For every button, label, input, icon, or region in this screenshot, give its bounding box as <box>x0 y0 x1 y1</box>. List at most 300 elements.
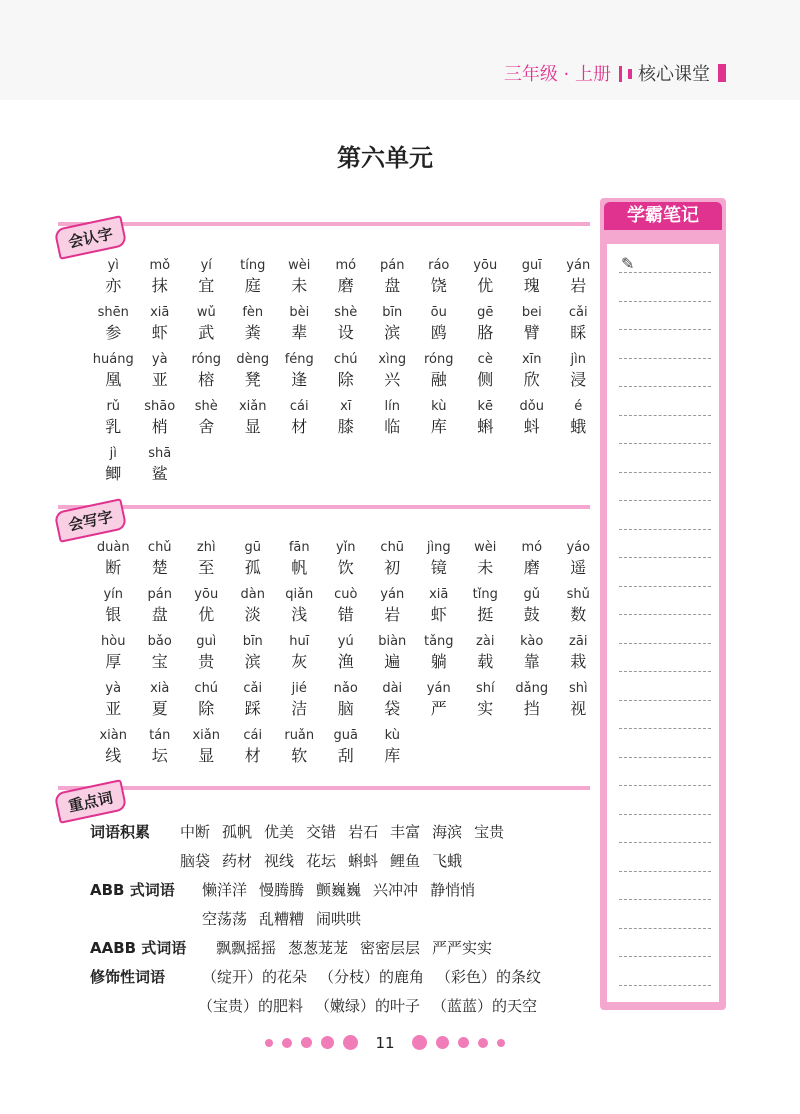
word-item: 花坛 <box>306 852 337 870</box>
hanzi: 坛 <box>151 746 168 765</box>
character-cell <box>323 303 370 350</box>
section-divider-write <box>58 505 590 509</box>
pinyin: tǐng <box>472 587 498 602</box>
word-item: （蓝蓝）的天空 <box>432 997 538 1015</box>
pinyin: mó <box>521 540 543 555</box>
pinyin: dèng <box>236 352 270 367</box>
character-cell <box>416 350 463 397</box>
page-dot <box>265 1039 273 1047</box>
pinyin: xià <box>150 681 170 696</box>
word-item: 闹哄哄 <box>316 910 362 928</box>
character-cell <box>462 538 509 585</box>
note-line <box>619 415 711 416</box>
character-cell <box>369 256 416 303</box>
pinyin: shí <box>475 681 495 696</box>
note-line <box>619 700 711 701</box>
note-line <box>619 956 711 957</box>
character-cell <box>416 679 463 726</box>
hanzi: 梢 <box>151 417 168 436</box>
character-cell <box>183 256 230 303</box>
hanzi: 数 <box>570 605 587 624</box>
pinyin: fèn <box>242 305 264 320</box>
hanzi: 至 <box>198 558 215 577</box>
character-cell <box>137 350 184 397</box>
pinyin: yán <box>380 587 405 602</box>
character-cell <box>230 726 277 773</box>
hanzi: 蝌 <box>477 417 494 436</box>
pinyin: yáo <box>566 540 591 555</box>
word-item: 颤巍巍 <box>316 881 362 899</box>
pinyin: nǎo <box>333 681 358 696</box>
word-item: 静悄悄 <box>430 881 476 899</box>
character-row <box>90 679 602 726</box>
hanzi: 实 <box>477 699 494 718</box>
pinyin: wèi <box>288 258 311 273</box>
hanzi: 宝 <box>151 652 168 671</box>
pencil-icon: ✎ <box>621 254 635 273</box>
hanzi: 未 <box>477 558 494 577</box>
hanzi: 材 <box>291 417 308 436</box>
hanzi: 武 <box>198 323 215 342</box>
hanzi: 兴 <box>384 370 401 389</box>
character-row <box>90 632 602 679</box>
character-cell <box>555 585 602 632</box>
hanzi: 胳 <box>477 323 494 342</box>
word-item: 海滨 <box>432 823 463 841</box>
hanzi: 虾 <box>430 605 447 624</box>
note-line <box>619 500 711 501</box>
hanzi: 虾 <box>151 323 168 342</box>
word-item: （宝贵）的肥料 <box>198 997 304 1015</box>
pinyin: féng <box>284 352 314 367</box>
hanzi: 盘 <box>384 276 401 295</box>
hanzi: 银 <box>105 605 122 624</box>
hanzi: 磨 <box>337 276 354 295</box>
page-dot <box>301 1037 312 1048</box>
hanzi: 遍 <box>384 652 401 671</box>
word-line <box>90 847 590 876</box>
hanzi: 乳 <box>105 417 122 436</box>
hanzi: 亦 <box>105 276 122 295</box>
character-cell <box>183 585 230 632</box>
pinyin: shā <box>148 446 172 461</box>
pinyin: chú <box>333 352 358 367</box>
note-line <box>619 814 711 815</box>
character-cell <box>230 585 277 632</box>
character-cell <box>90 632 137 679</box>
character-cell <box>230 303 277 350</box>
pinyin: biàn <box>378 634 407 649</box>
note-line <box>619 871 711 872</box>
character-cell <box>555 538 602 585</box>
hanzi: 栽 <box>570 652 587 671</box>
header-grade: 三年级 · 上册 <box>503 64 611 85</box>
section-label-keywords: 重点词 <box>54 779 128 824</box>
hanzi: 躺 <box>430 652 447 671</box>
hanzi: 榕 <box>198 370 215 389</box>
pinyin: shāo <box>144 399 176 414</box>
hanzi: 亚 <box>151 370 168 389</box>
note-line <box>619 301 711 302</box>
character-cell <box>183 538 230 585</box>
word-line <box>90 818 590 847</box>
character-cell <box>137 726 184 773</box>
hanzi: 臂 <box>523 323 540 342</box>
character-cell <box>555 350 602 397</box>
character-cell <box>183 397 230 444</box>
pinyin: gū <box>244 540 261 555</box>
page-dot <box>497 1039 505 1047</box>
pinyin: bǎo <box>147 634 172 649</box>
hanzi: 库 <box>384 746 401 765</box>
pinyin: zhì <box>196 540 216 555</box>
word-item: 严严实实 <box>432 939 493 957</box>
write-character-grid <box>90 538 602 773</box>
character-cell <box>462 303 509 350</box>
word-item: 飘飘摇摇 <box>216 939 277 957</box>
word-group-label: 修饰性词语 <box>90 968 166 986</box>
hanzi: 踩 <box>244 699 261 718</box>
hanzi: 软 <box>291 746 308 765</box>
hanzi: 临 <box>384 417 401 436</box>
character-cell <box>230 397 277 444</box>
word-line <box>90 963 590 992</box>
page-number: 11 <box>375 1033 395 1052</box>
character-cell <box>137 679 184 726</box>
hanzi: 盘 <box>151 605 168 624</box>
hanzi: 参 <box>105 323 122 342</box>
pinyin: dǒu <box>519 399 544 414</box>
character-cell <box>416 585 463 632</box>
notes-panel <box>600 198 726 1010</box>
note-line <box>619 671 711 672</box>
pinyin: guī <box>521 258 542 273</box>
pinyin: bīn <box>382 305 403 320</box>
hanzi: 融 <box>430 370 447 389</box>
character-cell <box>323 726 370 773</box>
pinyin: huáng <box>92 352 134 367</box>
pinyin: guì <box>196 634 217 649</box>
character-cell <box>276 679 323 726</box>
character-cell <box>555 632 602 679</box>
character-cell <box>276 538 323 585</box>
character-row <box>90 538 602 585</box>
character-cell <box>462 350 509 397</box>
word-item: 交错 <box>306 823 337 841</box>
character-cell <box>230 632 277 679</box>
hanzi: 亚 <box>105 699 122 718</box>
notes-paper[interactable] <box>607 244 719 1002</box>
word-item: 葱葱茏茏 <box>288 939 349 957</box>
hanzi: 滨 <box>384 323 401 342</box>
character-cell <box>137 397 184 444</box>
pinyin: yán <box>566 258 591 273</box>
word-item: 优美 <box>264 823 295 841</box>
pinyin: zài <box>476 634 495 649</box>
hanzi: 线 <box>105 746 122 765</box>
note-line <box>619 899 711 900</box>
header-separator-small <box>628 69 632 79</box>
pinyin: pán <box>147 587 172 602</box>
pinyin: bèi <box>289 305 310 320</box>
hanzi: 设 <box>337 323 354 342</box>
pinyin: yǐn <box>335 540 356 555</box>
pinyin: jié <box>291 681 307 696</box>
hanzi: 宜 <box>198 276 215 295</box>
character-cell <box>137 444 184 491</box>
character-cell <box>137 632 184 679</box>
character-cell <box>276 397 323 444</box>
pinyin: tǎng <box>423 634 454 649</box>
character-cell <box>230 679 277 726</box>
pinyin: xiā <box>429 587 449 602</box>
character-cell <box>555 679 602 726</box>
word-item: 中断 <box>180 823 211 841</box>
hanzi: 逢 <box>291 370 308 389</box>
pinyin: cuò <box>334 587 358 602</box>
character-cell <box>555 397 602 444</box>
character-cell <box>90 726 137 773</box>
character-cell <box>276 585 323 632</box>
character-cell <box>183 679 230 726</box>
pinyin: chú <box>194 681 219 696</box>
note-line <box>619 785 711 786</box>
pinyin: gǔ <box>523 587 540 602</box>
key-words-list <box>90 818 590 1021</box>
pinyin: dài <box>382 681 403 696</box>
pinyin: shè <box>334 305 358 320</box>
pinyin: hòu <box>101 634 126 649</box>
word-line <box>90 934 590 963</box>
character-cell <box>323 256 370 303</box>
hanzi: 除 <box>337 370 354 389</box>
note-line <box>619 386 711 387</box>
header-course: 核心课堂 <box>638 64 710 85</box>
hanzi: 饮 <box>337 558 354 577</box>
hanzi: 镜 <box>430 558 447 577</box>
word-item: （分枝）的鹿角 <box>319 968 425 986</box>
character-cell <box>90 350 137 397</box>
hanzi: 瑰 <box>523 276 540 295</box>
hanzi: 库 <box>430 417 447 436</box>
character-cell <box>369 726 416 773</box>
character-cell <box>137 538 184 585</box>
character-cell <box>416 397 463 444</box>
pinyin: xiǎn <box>238 399 267 414</box>
word-item: 脑袋 <box>180 852 211 870</box>
hanzi: 脑 <box>337 699 354 718</box>
character-cell <box>276 350 323 397</box>
character-row <box>90 585 602 632</box>
hanzi: 抹 <box>151 276 168 295</box>
page-number-bar <box>0 1032 770 1052</box>
character-cell <box>369 632 416 679</box>
character-cell <box>555 303 602 350</box>
character-cell <box>323 679 370 726</box>
note-line <box>619 842 711 843</box>
pinyin: mó <box>335 258 357 273</box>
note-line <box>619 728 711 729</box>
character-cell <box>90 585 137 632</box>
hanzi: 庭 <box>244 276 261 295</box>
pinyin: shǔ <box>566 587 590 602</box>
hanzi: 材 <box>244 746 261 765</box>
word-item: 飞蛾 <box>432 852 463 870</box>
hanzi: 夏 <box>151 699 168 718</box>
section-label-write: 会写字 <box>54 498 128 543</box>
page-dot <box>321 1036 334 1049</box>
pinyin: shè <box>194 399 218 414</box>
notes-title: 学霸笔记 <box>604 202 722 230</box>
hanzi: 滨 <box>244 652 261 671</box>
pinyin: tán <box>149 728 171 743</box>
word-group-label: AABB 式词语 <box>90 939 187 957</box>
pinyin: wèi <box>474 540 497 555</box>
character-cell <box>276 303 323 350</box>
pinyin: yà <box>151 352 168 367</box>
hanzi: 刮 <box>337 746 354 765</box>
character-cell <box>462 679 509 726</box>
character-cell <box>462 632 509 679</box>
note-line <box>619 329 711 330</box>
word-item: 密密层层 <box>360 939 421 957</box>
hanzi: 显 <box>244 417 261 436</box>
pinyin: xiǎn <box>192 728 220 743</box>
character-row <box>90 350 648 397</box>
pinyin: yí <box>200 258 212 273</box>
hanzi: 岩 <box>384 605 401 624</box>
pinyin: mǒ <box>149 258 171 273</box>
section-label-recognize: 会认字 <box>54 215 128 260</box>
pinyin: pán <box>380 258 405 273</box>
word-item: 孤帆 <box>222 823 253 841</box>
pinyin: xī <box>340 399 352 414</box>
hanzi: 挡 <box>523 699 540 718</box>
character-row <box>90 303 648 350</box>
hanzi: 侧 <box>477 370 494 389</box>
page-dot <box>282 1038 292 1048</box>
character-cell <box>90 538 137 585</box>
pinyin: kù <box>431 399 447 414</box>
note-line <box>619 614 711 615</box>
hanzi: 孤 <box>244 558 261 577</box>
character-cell <box>276 256 323 303</box>
pinyin: ōu <box>430 305 447 320</box>
pinyin: tíng <box>240 258 266 273</box>
pinyin: yán <box>426 681 451 696</box>
pinyin: shì <box>568 681 588 696</box>
character-cell <box>137 256 184 303</box>
hanzi: 舍 <box>198 417 215 436</box>
pinyin: róng <box>191 352 221 367</box>
pinyin: é <box>574 399 583 414</box>
pinyin: wǔ <box>196 305 216 320</box>
note-line <box>619 557 711 558</box>
pinyin: cái <box>289 399 309 414</box>
character-cell <box>369 303 416 350</box>
pinyin: rǔ <box>106 399 121 414</box>
character-cell <box>276 726 323 773</box>
pinyin: huī <box>289 634 310 649</box>
character-cell <box>323 397 370 444</box>
hanzi: 洁 <box>291 699 308 718</box>
note-line <box>619 358 711 359</box>
word-item: 岩石 <box>348 823 379 841</box>
pinyin: chǔ <box>147 540 172 555</box>
note-line <box>619 985 711 986</box>
pinyin: zāi <box>569 634 588 649</box>
hanzi: 凳 <box>244 370 261 389</box>
word-item: 蝌蚪 <box>348 852 379 870</box>
word-item: 空荡荡 <box>202 910 248 928</box>
pinyin: yà <box>105 681 122 696</box>
pinyin: chū <box>380 540 405 555</box>
pinyin: lín <box>384 399 400 414</box>
word-item: 宝贵 <box>474 823 505 841</box>
pinyin: cǎi <box>568 305 588 320</box>
hanzi: 错 <box>337 605 354 624</box>
character-row <box>90 726 602 773</box>
page-dot <box>478 1038 488 1048</box>
hanzi: 辈 <box>291 323 308 342</box>
note-line <box>619 272 711 273</box>
pinyin: bīn <box>242 634 263 649</box>
pinyin: bei <box>521 305 542 320</box>
character-cell <box>509 397 556 444</box>
character-cell <box>137 303 184 350</box>
pinyin: róng <box>423 352 454 367</box>
character-cell <box>90 679 137 726</box>
recognize-character-grid <box>90 256 648 491</box>
character-cell <box>416 256 463 303</box>
pinyin: xìng <box>378 352 407 367</box>
character-row <box>90 397 648 444</box>
character-cell <box>137 585 184 632</box>
character-cell <box>183 632 230 679</box>
character-cell <box>509 585 556 632</box>
note-line <box>619 472 711 473</box>
note-line <box>619 643 711 644</box>
hanzi: 饶 <box>430 276 447 295</box>
hanzi: 蚪 <box>523 417 540 436</box>
hanzi: 严 <box>430 699 447 718</box>
word-item: 慢腾腾 <box>259 881 305 899</box>
pinyin: yì <box>107 258 119 273</box>
hanzi: 凰 <box>105 370 122 389</box>
unit-title: 第六单元 <box>337 144 433 172</box>
pinyin: xiā <box>150 305 170 320</box>
character-cell <box>183 726 230 773</box>
pinyin: jìn <box>570 352 586 367</box>
pinyin: kào <box>520 634 544 649</box>
hanzi: 除 <box>198 699 215 718</box>
character-cell <box>369 585 416 632</box>
hanzi: 帆 <box>291 558 308 577</box>
word-item: 懒洋洋 <box>202 881 248 899</box>
character-cell <box>369 538 416 585</box>
page-header <box>504 60 710 86</box>
pinyin: dǎng <box>515 681 549 696</box>
hanzi: 载 <box>477 652 494 671</box>
character-cell <box>323 350 370 397</box>
character-cell <box>462 397 509 444</box>
word-item: （嫩绿）的叶子 <box>315 997 421 1015</box>
word-group-label: ABB 式词语 <box>90 881 175 899</box>
character-cell <box>369 397 416 444</box>
pinyin: jì <box>109 446 117 461</box>
pinyin: duàn <box>96 540 130 555</box>
hanzi: 磨 <box>523 558 540 577</box>
